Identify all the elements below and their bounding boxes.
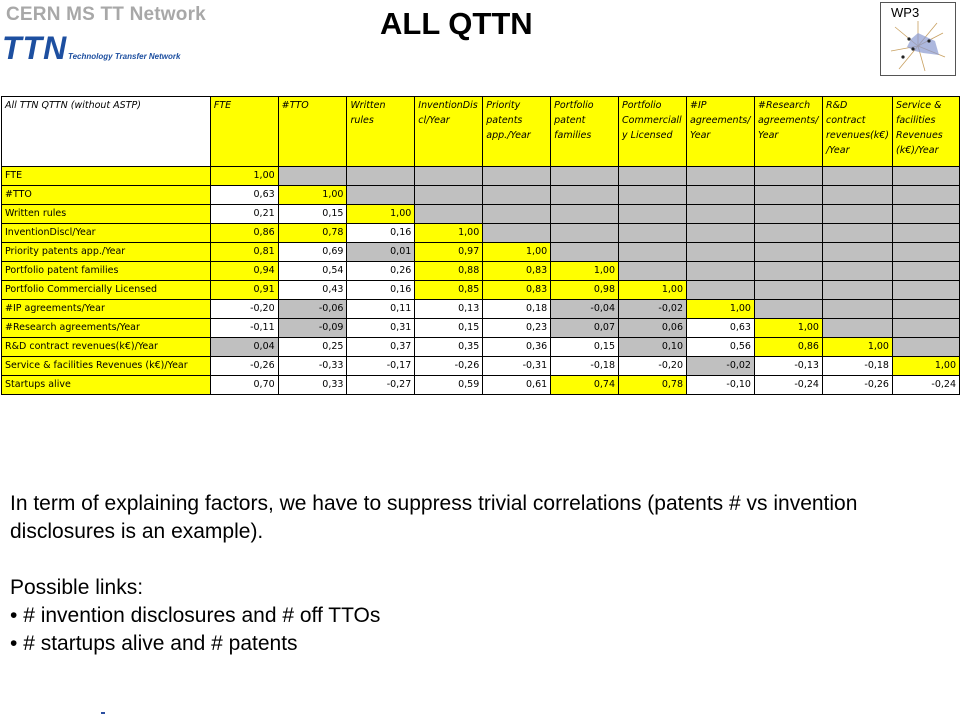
table-cell: 0,61 [483, 376, 551, 395]
table-cell: 1,00 [687, 300, 755, 319]
table-cell [415, 186, 483, 205]
ttn-logo: TTN [2, 30, 68, 66]
table-cell: -0,20 [210, 300, 278, 319]
table-cell: 0,74 [551, 376, 619, 395]
table-cell [687, 243, 755, 262]
table-cell: 1,00 [551, 262, 619, 281]
table-cell: 0,18 [483, 300, 551, 319]
table-cell [822, 319, 892, 338]
column-header: #IP agreements/ Year [687, 97, 755, 167]
table-cell [619, 186, 687, 205]
table-row [2, 205, 960, 224]
row-label: R&D contract revenues(k€)/Year [2, 338, 211, 357]
table-cell: -0,24 [892, 376, 959, 395]
table-cell [619, 224, 687, 243]
table-cell [619, 262, 687, 281]
table-cell: 1,00 [754, 319, 822, 338]
table-cell: 0,69 [278, 243, 347, 262]
table-cell: 1,00 [415, 224, 483, 243]
table-cell [892, 167, 959, 186]
table-cell: -0,09 [278, 319, 347, 338]
explanation-paragraph: In term of explaining factors, we have to suppress trivial correlations (patents # vs invention disclosures is an example). [10, 492, 858, 543]
column-header: Portfolio patent families [551, 97, 619, 167]
table-cell [822, 300, 892, 319]
table-row [2, 338, 960, 357]
slide-title: ALL QTTN [380, 6, 533, 41]
table-cell: 0,63 [687, 319, 755, 338]
table-cell [551, 167, 619, 186]
row-label: Startups alive [2, 376, 211, 395]
table-cell: 0,07 [551, 319, 619, 338]
table-cell: 0,21 [210, 205, 278, 224]
table-cell: 0,15 [278, 205, 347, 224]
table-cell: 0,15 [551, 338, 619, 357]
table-cell [687, 224, 755, 243]
table-cell: -0,26 [822, 376, 892, 395]
table-cell [892, 281, 959, 300]
table-cell: 0,70 [210, 376, 278, 395]
table-cell [892, 300, 959, 319]
column-header: Portfolio Commerciall y Licensed [619, 97, 687, 167]
wp-label: WP3 [891, 5, 920, 20]
table-cell [822, 243, 892, 262]
table-cell [687, 186, 755, 205]
row-label: FTE [2, 167, 211, 186]
table-cell: -0,10 [687, 376, 755, 395]
table-cell: -0,02 [619, 300, 687, 319]
table-row [2, 319, 960, 338]
table-cell: 0,59 [415, 376, 483, 395]
table-row [2, 281, 960, 300]
table-cell [754, 167, 822, 186]
table-corner-label: All TTN QTTN (without ASTP) [2, 97, 211, 167]
table-cell: 0,83 [483, 262, 551, 281]
row-label: #IP agreements/Year [2, 300, 211, 319]
org-title: CERN MS TT Network [6, 4, 206, 25]
table-cell: 0,88 [415, 262, 483, 281]
table-cell [754, 224, 822, 243]
table-row [2, 224, 960, 243]
table-row [2, 357, 960, 376]
table-cell: -0,13 [754, 357, 822, 376]
table-cell: 0,13 [415, 300, 483, 319]
table-cell: 0,04 [210, 338, 278, 357]
table-cell: 0,78 [278, 224, 347, 243]
table-cell [754, 281, 822, 300]
table-cell: 0,26 [347, 262, 415, 281]
table-cell [754, 300, 822, 319]
column-header: FTE [210, 97, 278, 167]
table-cell [551, 243, 619, 262]
row-label: Service & facilities Revenues (k€)/Year [2, 357, 211, 376]
row-label: #Research agreements/Year [2, 319, 211, 338]
table-cell [822, 186, 892, 205]
table-cell: 0,91 [210, 281, 278, 300]
table-cell: 1,00 [210, 167, 278, 186]
table-cell: 0,97 [415, 243, 483, 262]
column-header: R&D contract revenues(k€) /Year [822, 97, 892, 167]
table-cell [619, 243, 687, 262]
table-cell [822, 167, 892, 186]
table-cell [483, 205, 551, 224]
table-cell: 0,31 [347, 319, 415, 338]
table-cell [483, 186, 551, 205]
table-header-row [2, 97, 960, 167]
table-cell: -0,18 [551, 357, 619, 376]
table-cell: 1,00 [892, 357, 959, 376]
bullet-item: • # startups alive and # patents [10, 630, 950, 658]
table-cell [892, 224, 959, 243]
table-cell: 1,00 [822, 338, 892, 357]
table-cell: -0,18 [822, 357, 892, 376]
table-cell: 0,15 [415, 319, 483, 338]
table-cell [822, 205, 892, 224]
table-cell: -0,17 [347, 357, 415, 376]
table-cell [347, 186, 415, 205]
table-cell [892, 205, 959, 224]
table-cell: 0,25 [278, 338, 347, 357]
table-cell: -0,02 [687, 357, 755, 376]
footer-mark [101, 712, 105, 714]
table-cell: -0,11 [210, 319, 278, 338]
correlation-table [1, 96, 960, 395]
table-cell: 0,98 [551, 281, 619, 300]
table-row [2, 186, 960, 205]
table-cell: -0,04 [551, 300, 619, 319]
table-cell [687, 167, 755, 186]
table-cell [754, 243, 822, 262]
table-cell [278, 167, 347, 186]
table-cell: 1,00 [278, 186, 347, 205]
row-label: Priority patents app./Year [2, 243, 211, 262]
table-cell [822, 262, 892, 281]
table-cell [754, 262, 822, 281]
table-cell: 0,35 [415, 338, 483, 357]
table-cell: -0,24 [754, 376, 822, 395]
logo-subtitle: Technology Transfer Network [68, 52, 181, 61]
table-cell: 0,81 [210, 243, 278, 262]
table-cell: 0,01 [347, 243, 415, 262]
table-cell: 0,94 [210, 262, 278, 281]
wp-badge [880, 2, 956, 76]
table-cell: -0,31 [483, 357, 551, 376]
table-row [2, 300, 960, 319]
links-heading: Possible links: [10, 576, 144, 599]
column-header: #Research agreements/ Year [754, 97, 822, 167]
table-cell [687, 205, 755, 224]
row-label: #TTO [2, 186, 211, 205]
table-cell: 0,33 [278, 376, 347, 395]
table-cell: 0,78 [619, 376, 687, 395]
table-cell [892, 319, 959, 338]
table-cell: 0,86 [754, 338, 822, 357]
table-cell: 0,10 [619, 338, 687, 357]
table-cell [892, 262, 959, 281]
table-cell: 0,85 [415, 281, 483, 300]
table-cell: -0,26 [415, 357, 483, 376]
table-cell: -0,27 [347, 376, 415, 395]
column-header: Written rules [347, 97, 415, 167]
table-cell: 0,23 [483, 319, 551, 338]
table-cell: 0,63 [210, 186, 278, 205]
table-cell: 0,83 [483, 281, 551, 300]
table-cell [892, 338, 959, 357]
table-cell [892, 243, 959, 262]
table-cell [822, 224, 892, 243]
table-cell [754, 186, 822, 205]
table-cell [687, 281, 755, 300]
table-cell: 0,16 [347, 224, 415, 243]
table-cell [619, 167, 687, 186]
table-row [2, 262, 960, 281]
table-cell: 1,00 [619, 281, 687, 300]
column-header: #TTO [278, 97, 347, 167]
table-cell [551, 186, 619, 205]
table-cell [551, 205, 619, 224]
table-row [2, 167, 960, 186]
radar-icon [885, 19, 951, 73]
table-cell: 1,00 [483, 243, 551, 262]
column-header: Service & facilities Revenues (k€)/Year [892, 97, 959, 167]
table-cell [754, 205, 822, 224]
row-label: Portfolio patent families [2, 262, 211, 281]
row-label: InventionDiscl/Year [2, 224, 211, 243]
table-cell [822, 281, 892, 300]
table-cell: 0,86 [210, 224, 278, 243]
table-cell [483, 167, 551, 186]
table-cell: -0,20 [619, 357, 687, 376]
table-cell [415, 205, 483, 224]
table-cell: 0,37 [347, 338, 415, 357]
table-cell: 0,36 [483, 338, 551, 357]
table-cell [892, 186, 959, 205]
table-cell [687, 262, 755, 281]
table-row [2, 243, 960, 262]
column-header: InventionDis cl/Year [415, 97, 483, 167]
column-header: Priority patents app./Year [483, 97, 551, 167]
table-cell: -0,26 [210, 357, 278, 376]
table-cell [483, 224, 551, 243]
table-cell: -0,06 [278, 300, 347, 319]
table-cell: 0,56 [687, 338, 755, 357]
table-cell: 0,16 [347, 281, 415, 300]
table-row [2, 376, 960, 395]
row-label: Portfolio Commercially Licensed [2, 281, 211, 300]
row-label: Written rules [2, 205, 211, 224]
table-cell: 1,00 [347, 205, 415, 224]
table-cell [551, 224, 619, 243]
table-cell [347, 167, 415, 186]
table-cell: 0,43 [278, 281, 347, 300]
table-cell: -0,33 [278, 357, 347, 376]
body-text [10, 490, 950, 658]
table-cell: 0,06 [619, 319, 687, 338]
table-cell: 0,11 [347, 300, 415, 319]
table-cell [619, 205, 687, 224]
table-body [2, 167, 960, 395]
table-cell: 0,54 [278, 262, 347, 281]
bullet-item: • # invention disclosures and # off TTOs [10, 602, 950, 630]
table-cell [415, 167, 483, 186]
